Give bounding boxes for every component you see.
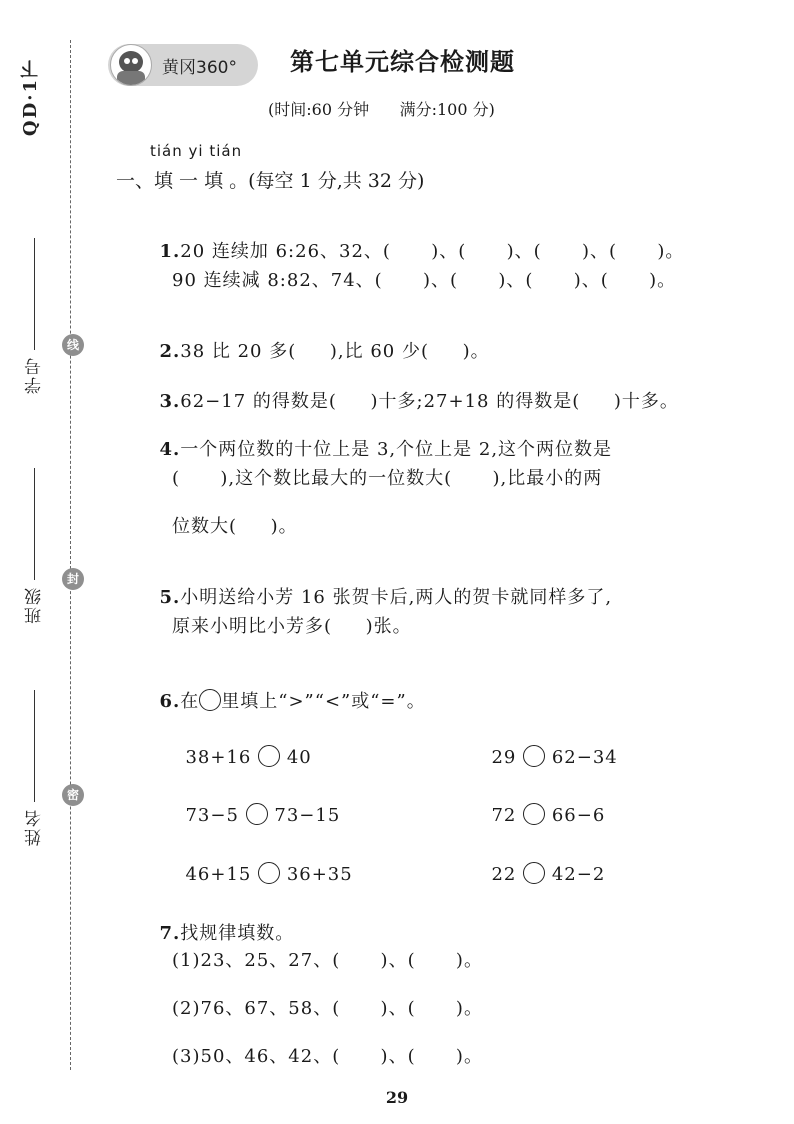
brand-name: 黄冈360° [162, 57, 237, 78]
question-number: 5. [159, 587, 181, 608]
compare-right: 40 [286, 747, 312, 768]
question-1-line-2[interactable]: 90 连续减 8:82、74、( )、( )、( )、( )。 [172, 270, 677, 291]
section-heading: 一、填 一 填 。(每空 1 分,共 32 分) [116, 170, 425, 192]
compare-item-1 [172, 724, 312, 768]
question-3 [146, 366, 679, 413]
compare-circle-blank[interactable] [258, 862, 280, 884]
name-blank[interactable] [34, 690, 35, 802]
name-field[interactable] [22, 690, 47, 846]
question-text: 找规律填数。 [180, 923, 295, 944]
question-1 [146, 216, 684, 263]
mascot-icon [110, 44, 152, 86]
pattern-item-2[interactable]: (2)76、67、58、( )、( )。 [172, 998, 483, 1019]
compare-right: 73−15 [274, 805, 341, 826]
binding-dashed-line [70, 40, 71, 1070]
compare-item-2 [478, 724, 618, 768]
class-field[interactable] [22, 468, 47, 624]
compare-left: 22 [491, 864, 517, 885]
question-text: 小明送给小芳 16 张贺卡后,两人的贺卡就同样多了, [180, 587, 613, 608]
compare-right: 66−6 [551, 805, 606, 826]
compare-right: 42−2 [551, 864, 606, 885]
compare-item-3 [172, 782, 340, 826]
pattern-item-1[interactable]: (1)23、25、27、( )、( )。 [172, 950, 483, 971]
question-number: 1. [159, 241, 181, 262]
compare-left: 29 [491, 747, 517, 768]
compare-item-5 [172, 841, 353, 885]
compare-left: 72 [491, 805, 517, 826]
question-6 [146, 666, 426, 713]
question-text[interactable]: 38 比 20 多( ),比 60 少( )。 [180, 341, 490, 362]
pattern-item-3[interactable]: (3)50、46、42、( )、( )。 [172, 1046, 483, 1067]
question-number: 3. [159, 391, 181, 412]
question-2 [146, 316, 490, 363]
compare-circle-blank[interactable] [523, 745, 545, 767]
question-number: 2. [159, 341, 181, 362]
page-number: 29 [385, 1088, 409, 1107]
compare-item-4 [478, 782, 605, 826]
circle-icon [199, 689, 221, 711]
compare-circle-blank[interactable] [523, 862, 545, 884]
question-text-pre: 在 [180, 691, 200, 712]
exam-info: (时间:60 分钟 满分:100 分) [268, 100, 495, 119]
compare-left: 38+16 [185, 747, 252, 768]
seal-line: 线 [62, 334, 84, 356]
seal-seal: 封 [62, 568, 84, 590]
question-7 [146, 898, 294, 945]
name-label: 姓名 [25, 808, 45, 846]
seal-secret: 密 [62, 784, 84, 806]
compare-circle-blank[interactable] [246, 803, 268, 825]
brand-badge [108, 44, 258, 86]
compare-left: 46+15 [185, 864, 252, 885]
question-4-line-3[interactable]: 位数大( )。 [172, 516, 298, 537]
compare-circle-blank[interactable] [258, 745, 280, 767]
section-pinyin: tián yi tián [150, 142, 243, 160]
compare-right: 62−34 [551, 747, 618, 768]
page-title: 第七单元综合检测题 [290, 48, 515, 76]
class-blank[interactable] [34, 468, 35, 580]
question-4 [146, 414, 612, 461]
class-label: 班级 [25, 586, 45, 624]
question-text[interactable]: 62−17 的得数是( )十多;27+18 的得数是( )十多。 [180, 391, 679, 412]
question-5 [146, 562, 612, 609]
question-4-line-2[interactable]: ( ),这个数比最大的一位数大( ),比最小的两 [172, 468, 603, 489]
student-no-field[interactable] [22, 238, 47, 394]
compare-circle-blank[interactable] [523, 803, 545, 825]
compare-left: 73−5 [185, 805, 239, 826]
question-number: 6. [159, 691, 181, 712]
question-text[interactable]: 20 连续加 6:26、32、( )、( )、( )、( )。 [180, 241, 685, 262]
question-number: 4. [159, 439, 181, 460]
question-number: 7. [159, 923, 181, 944]
compare-right: 36+35 [286, 864, 353, 885]
question-5-line-2[interactable]: 原来小明比小芳多( )张。 [172, 616, 412, 637]
question-text-post: 里填上“>”“<”或“=”。 [221, 691, 426, 712]
question-text: 一个两位数的十位上是 3,个位上是 2,这个两位数是 [180, 439, 613, 460]
student-no-label: 学号 [25, 356, 45, 394]
edition-code: QD·1下 [20, 58, 41, 137]
student-no-blank[interactable] [34, 238, 35, 350]
compare-item-6 [478, 841, 605, 885]
